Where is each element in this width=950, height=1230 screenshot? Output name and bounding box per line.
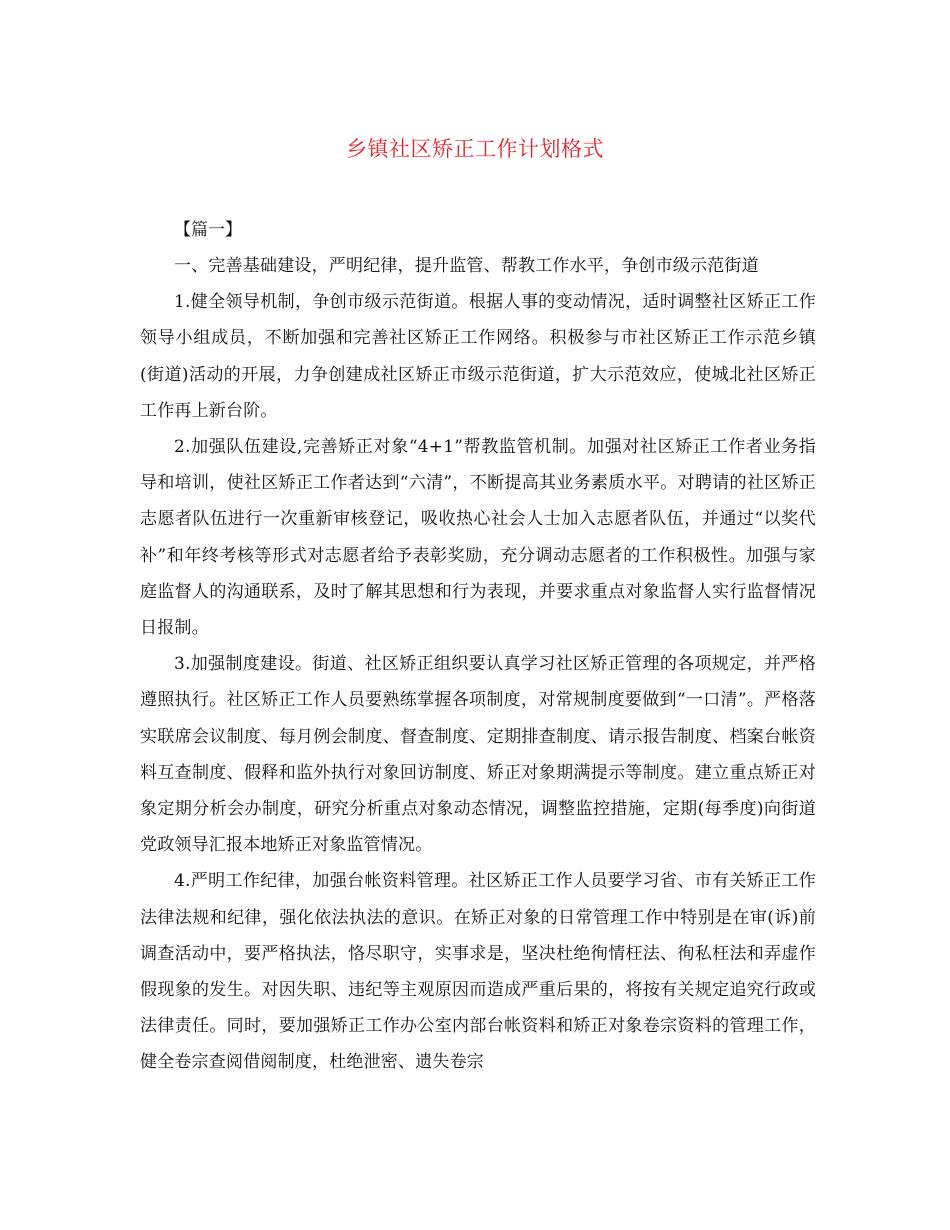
section-heading: 一、完善基础建设，严明纪律，提升监管、帮教工作水平，争创市级示范街道 <box>174 256 759 276</box>
paragraph-2: 2.加强队伍建设,完善矫正对象“4+1”帮教监管机制。加强对社区矫正工作者业务指导和培训，使社区矫正工作者达到“六清”，不断提高其业务素质水平。对聘请的社区矫正志愿者队伍进行一次重新审核登记，吸收热心社会人士加入志愿者队伍，并通过“以奖代补”和年终考核等形式对志愿者给予表彰奖励，充分调动志愿者的工作积极性。加强与家庭监督人的沟通联系，及时了解其思想和行为表现，并要求重点对象监督人实行监督情况日报制。 <box>140 437 816 639</box>
paragraph-1: 1.健全领导机制，争创市级示范街道。根据人事的变动情况，适时调整社区矫正工作领导小组成员，不断加强和完善社区矫正工作网络。积极参与市社区矫正工作示范乡镇(街道)活动的开展，力争创建成社区矫正市级示范街道，扩大示范效应，使城北社区矫正工作再上新台阶。 <box>140 292 816 421</box>
document-body <box>140 212 816 1081</box>
section-label: 【篇一】 <box>174 220 242 240</box>
document-title: 乡镇社区矫正工作计划格式 <box>346 137 604 161</box>
paragraph-4: 4.严明工作纪律，加强台帐资料管理。社区矫正工作人员要学习省、市有关矫正工作法律法规和纪律，强化依法执法的意识。在矫正对象的日常管理工作中特别是在审(诉)前调查活动中，要严格执法，恪尽职守，实事求是，坚决杜绝徇情枉法、徇私枉法和弄虚作假现象的发生。对因失职、违纪等主观原因而造成严重后果的，将按有关规定追究行政或法律责任。同时，要加强矫正工作办公室内部台帐资料和矫正对象卷宗资料的管理工作，健全卷宗查阅借阅制度，杜绝泄密、遗失卷宗 <box>140 871 816 1073</box>
paragraph-3: 3.加强制度建设。街道、社区矫正组织要认真学习社区矫正管理的各项规定，并严格遵照执行。社区矫正工作人员要熟练掌握各项制度，对常规制度要做到“一口清”。严格落实联席会议制度、每月例会制度、督查制度、定期排查制度、请示报告制度、档案台帐资料互查制度、假释和监外执行对象回访制度、矫正对象期满提示等制度。建立重点矫正对象定期分析会办制度，研究分析重点对象动态情况，调整监控措施，定期(每季度)向街道党政领导汇报本地矫正对象监管情况。 <box>140 654 816 856</box>
